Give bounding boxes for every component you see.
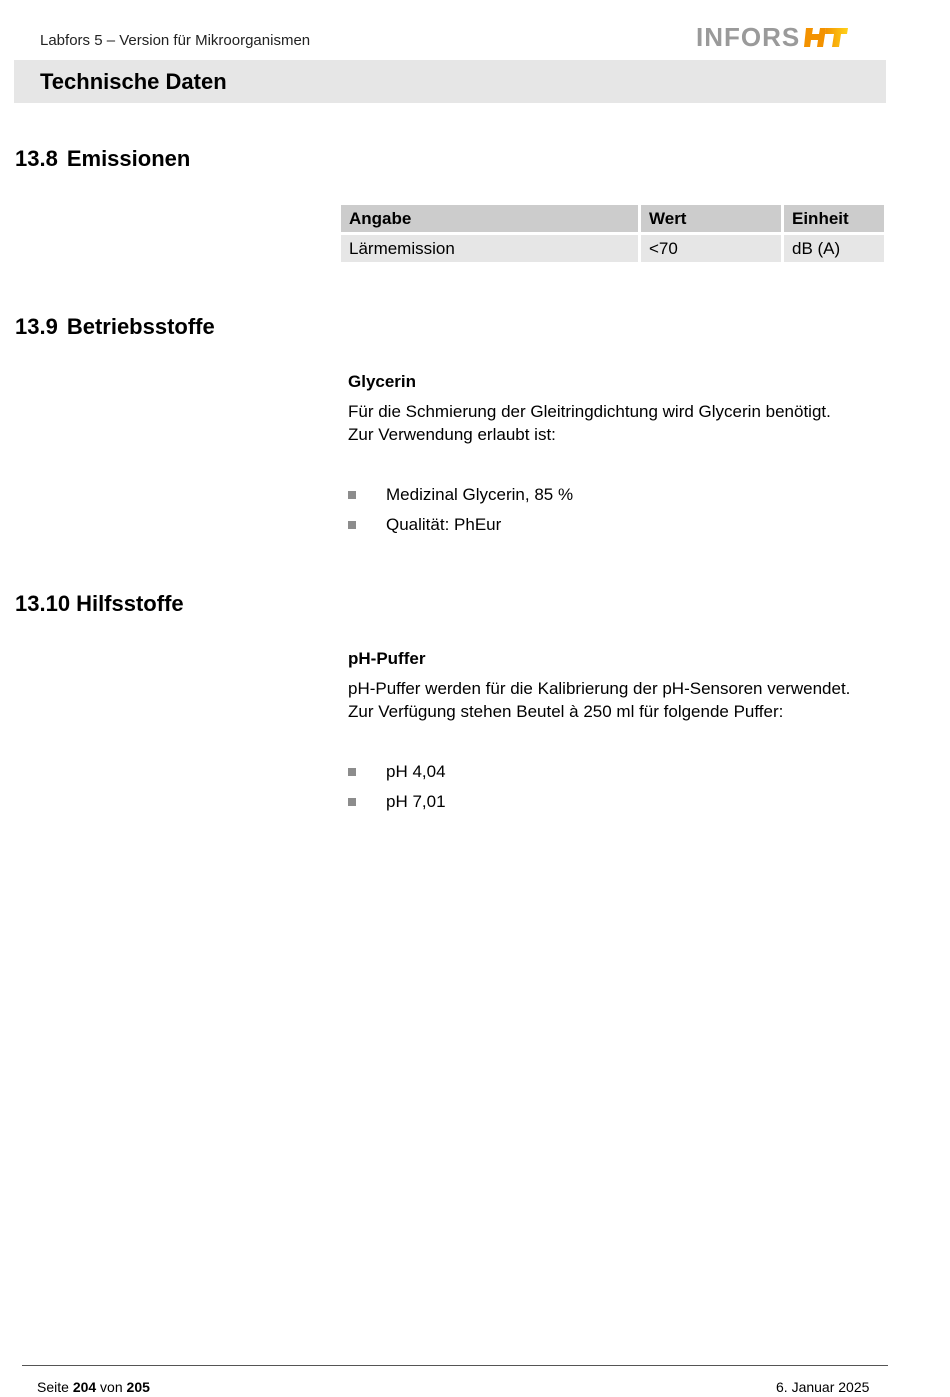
section-heading-betriebsstoffe — [15, 314, 215, 340]
section-heading-hilfsstoffe — [15, 591, 184, 617]
list-item — [348, 485, 573, 505]
subheading-glycerin: Glycerin — [348, 372, 417, 391]
cell-wert: <70 — [641, 235, 781, 262]
paragraph-line: Zur Verwendung erlaubt ist: — [348, 425, 556, 444]
section-title: Emissionen — [66, 146, 191, 171]
paragraph-glycerin — [348, 400, 908, 446]
list-item-text: pH 7,01 — [386, 792, 446, 811]
list-item-text: pH 4,04 — [386, 762, 446, 781]
section-title: Betriebsstoffe — [66, 314, 215, 339]
chapter-title: Technische Daten — [40, 69, 227, 94]
logo-text: INFORS — [696, 22, 801, 52]
page-number — [37, 1379, 150, 1395]
cell-angabe: Lärmemission — [341, 235, 638, 262]
paragraph-line: pH-Puffer werden für die Kalibrierung der pH-Sensoren verwendet. — [348, 679, 851, 698]
list-item — [348, 762, 446, 782]
list-item-text: Medizinal Glycerin, 85 % — [386, 485, 574, 504]
bullet-square-icon — [348, 768, 356, 776]
page-total: 205 — [126, 1379, 150, 1395]
subheading-ph-puffer: pH-Puffer — [348, 649, 426, 668]
list-item-text: Qualität: PhEur — [386, 515, 502, 534]
section-heading-emissions — [15, 146, 190, 172]
column-header-angabe: Angabe — [341, 205, 638, 232]
column-header-wert: Wert — [641, 205, 781, 232]
section-title: Hilfsstoffe — [76, 591, 184, 616]
infors-ht-logo — [696, 22, 848, 52]
section-number: 13.8 — [15, 146, 58, 171]
bullet-square-icon — [348, 798, 356, 806]
logo-ht-mark — [804, 24, 848, 50]
footer-date: 6. Januar 2025 — [776, 1379, 870, 1395]
column-header-einheit: Einheit — [784, 205, 884, 232]
emissions-table — [338, 202, 887, 265]
page-prefix: Seite — [37, 1379, 73, 1395]
bullet-square-icon — [348, 521, 356, 529]
section-number: 13.9 — [15, 314, 58, 339]
paragraph-line: Für die Schmierung der Gleitringdichtung wird Glycerin benötigt. — [348, 402, 831, 421]
page-current: 204 — [72, 1379, 97, 1395]
paragraph-line: Zur Verfügung stehen Beutel à 250 ml für folgende Puffer: — [348, 702, 784, 721]
table-row — [341, 235, 884, 262]
chapter-header-bar — [14, 60, 886, 103]
page-mid: von — [96, 1379, 127, 1395]
document-title: Labfors 5 – Version für Mikroorganismen — [40, 32, 311, 49]
table-header-row — [341, 205, 884, 232]
paragraph-ph-puffer — [348, 677, 908, 723]
list-item — [348, 515, 501, 535]
list-item — [348, 792, 446, 812]
cell-einheit: dB (A) — [784, 235, 884, 262]
bullet-square-icon — [348, 491, 356, 499]
logo-ht-letters: HT — [804, 24, 806, 25]
footer-divider — [22, 1365, 888, 1366]
section-number: 13.10 — [15, 591, 71, 616]
